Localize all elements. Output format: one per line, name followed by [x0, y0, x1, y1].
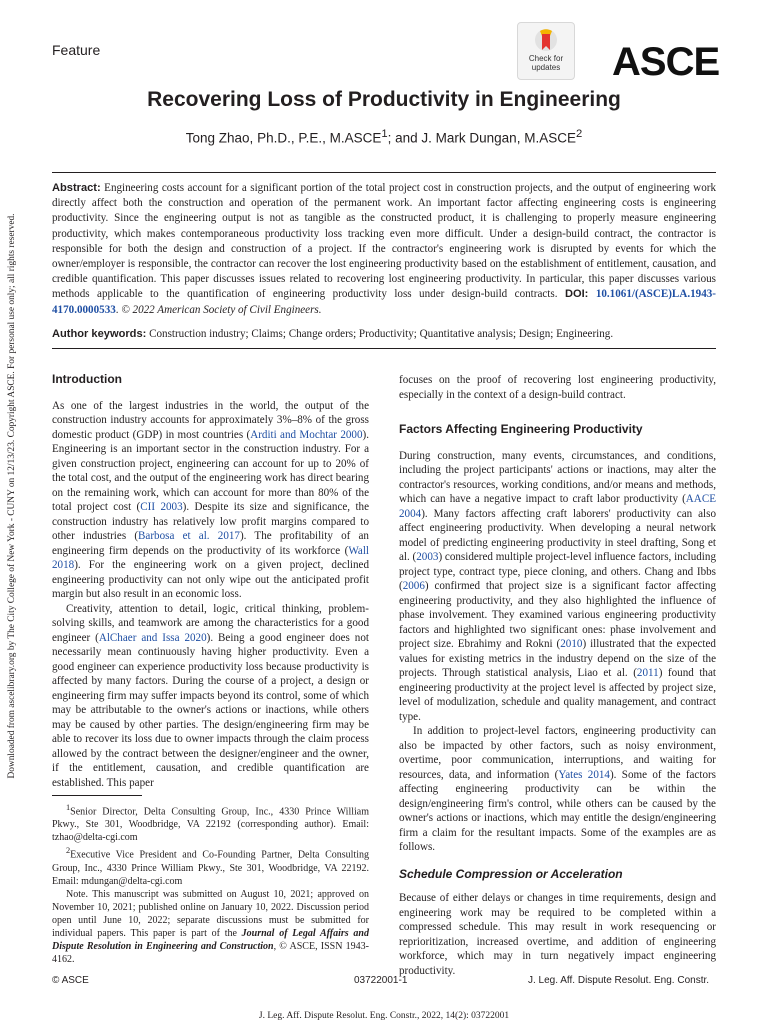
citation-chang-link[interactable]: 2006 — [402, 580, 425, 592]
intro-paragraph-2: Creativity, attention to detail, logic, critical thinking, problem-solving skills, and teamwork are among the characteristics for a good engineer (AlChaer and Issa 2020). Being a good engineer does not necessarily mean continuously having higher productivity. Even a good engineer can experience productivity loss because productivity is affected by many factors. During the course of a project, a design or engineering firm may suffer impacts beyond its control, some of which may be attributable to the owner's actions or inactions, while others may be caused by other parties. The design/engineering firm may be able to recover its loss due to owner impacts through the claim process allowed by the contract between the designer/engineer and the owner, if the entitlement, causation, and credible quantification are established. This paper — [52, 602, 369, 789]
authors-line — [0, 128, 768, 146]
abstract-top-rule — [52, 172, 716, 173]
footer-page-id: 03722001-1 — [354, 975, 408, 986]
page-title: Recovering Loss of Productivity in Engineering — [147, 88, 621, 111]
badge-line-2: updates — [531, 63, 561, 72]
footnotes — [52, 801, 369, 966]
check-for-updates-badge[interactable] — [517, 22, 575, 80]
citation-yates-link[interactable]: Yates 2014 — [558, 768, 610, 781]
schedule-heading: Schedule Compression or Acceleration — [399, 866, 623, 881]
submission-note: Note. This manuscript was submitted on August 10, 2021; approved on November 10, 2021; published online on January 10, 2022. Discussion period open until June 10, 2022; separate discussions must be submitted for individual papers. This paper is part of the Journal of Legal Affairs and Dispute Resolution in Engineering and Construction, © ASCE, ISSN 1943-4162. — [52, 888, 369, 965]
factors-paragraph-2: In addition to project-level factors, engineering productivity can also be impacted by other factors, such as noisy environment, overtime, poor communication, interruptions, and waiting for resources, data, and information (Yates 2014). Some of the factors affecting engineering productivity can be within the design/engineering firm's control, while others can be caused by the owner's actions or inactions, which may entitle the design/engineering firm a claim for the resultant impacts. Some of the examples are as follows. — [399, 725, 717, 853]
citation-cii-link[interactable]: CII 2003 — [140, 501, 183, 513]
citation-aace-link[interactable]: AACE 2004 — [399, 493, 716, 520]
citation-arditi-link[interactable]: Arditi and Mochtar 2000 — [250, 428, 363, 441]
doi-label: DOI: — [564, 288, 589, 301]
abstract-label: Abstract: — [52, 182, 101, 194]
keywords-text: Construction industry; Claims; Change orders; Productivity; Quantitative analysis; Design; Engineering. — [149, 328, 614, 340]
factors-paragraph-1: During construction, many events, circumstances, and conditions, including the project participants' actions or inactions, may alter the contractor's resources, working conditions, and/or means and methods, which can have a negative impact to craft labor productivity (AACE 2004). Many factors affecting craft laborers' productivity can also affect engineering productivity. When developing a neural network model of predicting engineering productivity in steel drafting, Song et al. (2003) considered multiple project-level influence factors, including project type, contract type, piece cloning, and others. Chang and Ibbs (2006) confirmed that project size is a significant factor affecting engineering productivity, and they also highlighted the influence of phase involvement. They examined various engineering productivity factors and highlighted two significant ones: phase involvement and project size. Ebrahimy and Rokni (2010) illustrated that the expected values for existing metrics in the industry depend on the size of the projects. Through statistical analysis, Liao et al. (2011) found that engineering productivity at the project level is affected by project size, level of modulization, schedule and quality management, and contract type. — [399, 449, 716, 723]
footnote-2: $^2$Executive Vice President and Co-Founding Partner, Delta Consulting Group, Inc., 4330 Prince William Pkwy., Ste 301, Woodbridge, VA 22192. Email: mdungan@delta-cgi.com — [52, 846, 369, 887]
abstract-bottom-rule — [52, 348, 716, 349]
intro-heading: Introduction — [52, 372, 122, 386]
affiliation-sup-1: 1 — [381, 128, 388, 140]
citation-alchaer-link[interactable]: AlChaer and Issa 2020 — [98, 631, 207, 644]
keywords-label: Author keywords: — [52, 328, 147, 340]
citation-liao-link[interactable]: 2011 — [636, 667, 659, 679]
intro-paragraph-1: As one of the largest industries in the world, the output of the construction industry accounts for approximately 3%–8% of the gross domestic product (GDP) in most countries (Arditi and Mochtar 2000). Engineering is an important sector in the construction industry. For a given construction project, engineering can account for up to 20% of the total cost, and the output of the engineering work has direct bearing on the remaining work, which can account for more than 80% of the total project cost (CII 2003). Despite its size and significance, the construction industry has relatively low profit margins compared to other industries (Barbosa et al. 2017). The profitability of an engineering firm depends on the productivity of its workforce (Wall 2018). For the engineering work on a given project, declined engineering productivity can not only wipe out the anticipated profit margin but also result in an economic loss. — [52, 399, 370, 600]
citation-song-link[interactable]: 2003 — [416, 551, 439, 563]
abstract-text: Engineering costs account for a significant portion of the total project cost in construction projects, and the output of engineering work directly affect both the construction and operation of the permanent work. An important factor affecting engineering costs is engineering productivity. Since the engineering output is not as tangible as the constructed product, it is challenging to properly measure engineering productivity, which makes contemporaneous productivity loss tracking even more difficult. Under a design-build contract, the contractor is responsible for both the design and construction of a project. If the contractor's engineering work is disrupted by events for which the owner/employer is responsible, the contractor can recover the lost engineering productivity based on the establishment of entitlement, causation, and credible quantification. This paper discusses issues related to recovering lost engineering productivity. In particular, this paper discusses various methods applicable to the quantification of engineering productivity loss under design-build contracts. — [52, 182, 716, 301]
author-keywords — [52, 328, 716, 340]
citation-ebrahimy-link[interactable]: 2010 — [560, 638, 583, 650]
footer-journal: J. Leg. Aff. Dispute Resolut. Eng. Constr. — [528, 975, 710, 986]
citation-barbosa-link[interactable]: Barbosa et al. 2017 — [138, 530, 240, 542]
right-column — [399, 373, 716, 978]
footnote-rule — [52, 795, 142, 796]
bookmark-icon — [534, 28, 558, 54]
intro-paragraph-3: focuses on the proof of recovering lost engineering productivity, especially in the context of a design-build contract. — [399, 374, 716, 401]
affiliation-sup-2: 2 — [575, 128, 583, 140]
schedule-paragraph-1: Because of either delays or changes in time requirements, design and engineering work may be required to be completed within a compressed schedule. This may result in work resequencing or reprioritization, increased overtime, and addition of engineering workforce, which may in turn negatively impact engineering productivity. — [399, 892, 716, 977]
section-label: Feature — [52, 42, 101, 58]
asce-logo: ASCE — [612, 40, 720, 84]
author-1: Tong Zhao, Ph.D., P.E., M.ASCE — [185, 130, 382, 146]
abstract: Abstract: Engineering costs account for a significant portion of the total project cost in construction projects, and the output of engineering work directly affect both the construction and operation of the permanent work. An important factor affecting engineering costs is engineering productivity. Since the engineering output is not as tangible as the constructed product, it is challenging to properly measure engineering productivity, which makes contemporaneous productivity loss tracking even more difficult. Under a design-build contract, the contractor is responsible for both the design and construction of a project. If the contractor's engineering work is disrupted by events for which the owner/employer is responsible, the contractor can recover the lost engineering productivity based on the establishment of entitlement, causation, and credible quantification. This paper discusses issues related to recovering lost engineering productivity. In particular, this paper discusses various methods applicable to the quantification of engineering productivity loss under design-build contracts. DOI: 10.1061/(ASCE)LA.1943-4170.0000533. © 2022 American Society of Civil Engineers. — [52, 182, 716, 316]
download-sidebar — [2, 196, 17, 796]
left-column — [52, 372, 369, 790]
download-notice: Downloaded from ascelibrary.org by The City College of New York - CUNY on 12/13/23. Copyright ASCE. For personal use only; all rights reserved. — [7, 213, 17, 779]
bottom-citation: J. Leg. Aff. Dispute Resolut. Eng. Constr., 2022, 14(2): 03722001 — [258, 1011, 510, 1021]
citation-wall-link[interactable]: Wall 2018 — [52, 544, 369, 571]
doi-link[interactable]: 10.1061/(ASCE)LA.1943-4170.0000533 — [52, 288, 716, 316]
copyright-line: © 2022 American Society of Civil Engineers. — [121, 303, 322, 316]
footer-copyright: © ASCE — [52, 975, 89, 986]
journal-name: Journal of Legal Affairs and Dispute Resolution in Engineering and Construction — [52, 927, 369, 952]
author-2: ; and J. Mark Dungan, M.ASCE — [387, 130, 576, 146]
badge-line-1: Check for — [528, 54, 564, 63]
footnote-1: $^1$Senior Director, Delta Consulting Group, Inc., 4330 Prince William Pkwy., Ste 301, Woodbridge, VA 22192 (corresponding author). Email: tzhao@delta-cgi.com — [52, 803, 369, 844]
factors-heading: Factors Affecting Engineering Productivity — [399, 422, 643, 436]
